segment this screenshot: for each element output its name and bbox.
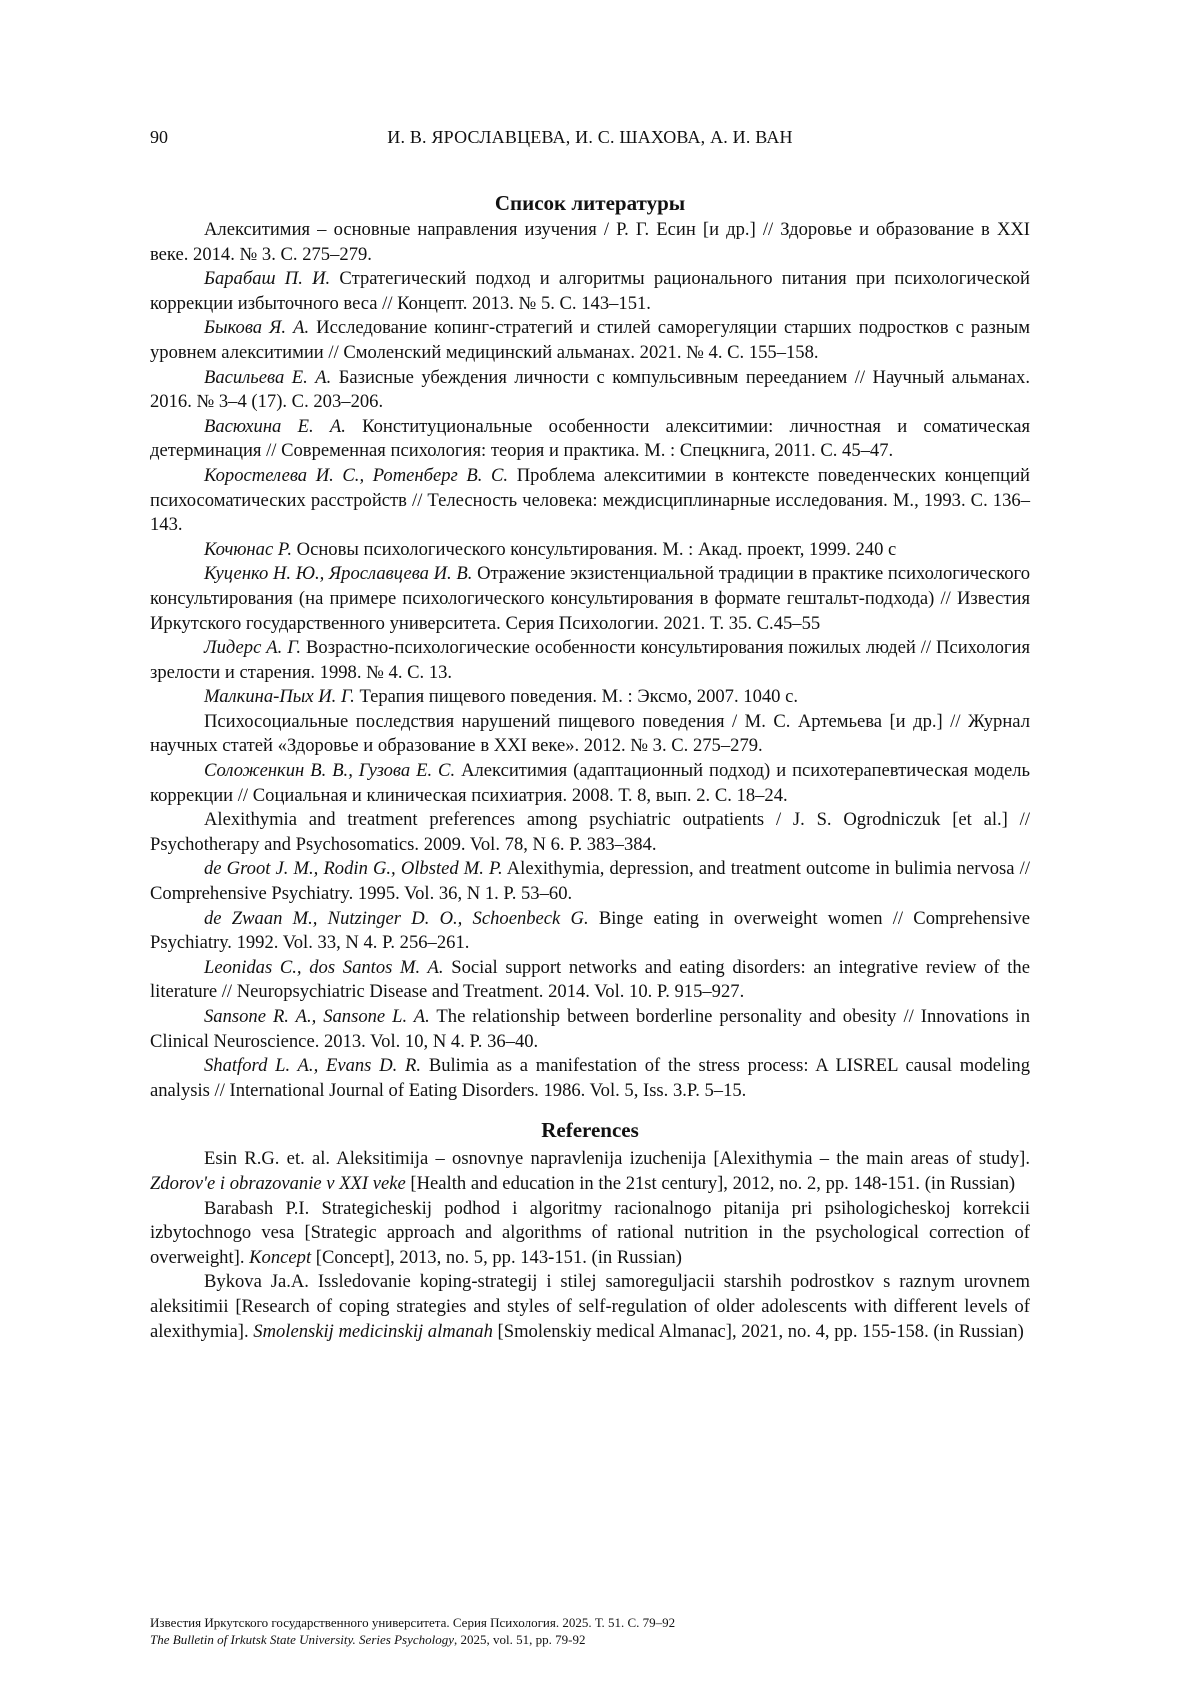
- running-header: [150, 124, 1030, 150]
- reference-journal: Koncept: [249, 1246, 312, 1268]
- entry-text: Алекситимия (адаптационный подход) и психотерапевтическая модель коррекции // Социальная и клиническая психиатрия. 2008. Т. 8, вып. 2. С. 18–24.: [150, 760, 1030, 806]
- entry-authors: Коростелева И. С., Ротенберг В. С.: [204, 464, 509, 486]
- reference-post: [Health and education in the 21st century], 2012, no. 2, pp. 148-151. (in Russian): [405, 1172, 1016, 1194]
- entry-authors: Малкина-Пых И. Г.: [204, 686, 355, 708]
- footer-line-ru: Известия Иркутского государственного университета. Серия Психология. 2025. Т. 51. С. 79–92: [150, 1615, 676, 1630]
- reference-post: [Concept], 2013, no. 5, pp. 143-151. (in Russian): [311, 1246, 682, 1268]
- literature-entry: [150, 636, 1030, 685]
- entry-text: Алекситимия – основные направления изучения / Р. Г. Есин [и др.] // Здоровье и образование в XXI веке. 2014. № 3. С. 275–279.: [150, 219, 1030, 265]
- literature-entry: [150, 808, 1030, 857]
- page-footer: [150, 1614, 1030, 1648]
- entry-text: The relationship between borderline personality and obesity // Innovations in Clinical Neuroscience. 2013. Vol. 10, N 4. P. 36–40.: [150, 1006, 1030, 1052]
- entry-text: Alexithymia, depression, and treatment outcome in bulimia nervosa // Comprehensive Psychiatry. 1995. Vol. 36, N 1. P. 53–60.: [150, 858, 1030, 905]
- entry-authors: Shatford L. A., Evans D. R.: [204, 1055, 422, 1077]
- literature-entry: [150, 366, 1030, 415]
- reference-entry: [150, 1147, 1030, 1196]
- entry-text: Проблема алекситимии в контексте поведенческих концепций психосоматических расстройств // Телесность человека: междисциплинарные исследования. М., 1993. С. 136–143.: [150, 464, 1031, 536]
- literature-entry: [150, 538, 1030, 563]
- reference-journal: Smolenskij medicinskij almanah: [253, 1320, 493, 1342]
- literature-entry: [150, 415, 1030, 464]
- reference-pre: Esin R.G. et. al. Aleksitimija – osnovnye napravlenija izuchenija [Alexithymia – the main areas of study].: [204, 1148, 1030, 1170]
- footer-volume-en: , 2025, vol. 51, pp. 79-92: [454, 1632, 586, 1647]
- entry-text: Исследование копинг-стратегий и стилей саморегуляции старших подростков с разным уровнем алекситимии // Смоленский медицинский альманах. 2021. № 4. С. 155–158.: [150, 317, 1031, 363]
- literature-entry: [150, 316, 1030, 365]
- entry-text: Терапия пищевого поведения. М. : Эксмо, 2007. 1040 с.: [354, 686, 799, 708]
- literature-entry: [150, 857, 1030, 906]
- entry-authors: de Zwaan M., Nutzinger D. O., Schoenbeck G.: [204, 907, 589, 929]
- entry-authors: Кочюнас Р.: [204, 538, 293, 560]
- literature-entry: [150, 218, 1030, 267]
- header-authors: И. В. ЯРОСЛАВЦЕВА, И. С. ШАХОВА, А. И. ВАН: [387, 127, 793, 147]
- literature-entry: [150, 1054, 1030, 1103]
- literature-entry: [150, 759, 1030, 808]
- entry-authors: Васильева Е. А.: [204, 366, 332, 388]
- entry-authors: Соложенкин В. В., Гузова Е. С.: [204, 760, 456, 782]
- literature-entry: [150, 562, 1030, 636]
- footer-journal-en: The Bulletin of Irkutsk State University. Series Psychology: [150, 1632, 454, 1647]
- literature-heading: Список литературы: [494, 191, 686, 215]
- entry-text: Bulimia as a manifestation of the stress process: A LISREL causal modeling analysis // International Journal of Eating Disorders. 1986. Vol. 5, Iss. 3.P. 5–15.: [150, 1055, 1030, 1101]
- literature-entry: [150, 1005, 1030, 1054]
- reference-entry: [150, 1270, 1030, 1344]
- footer-line-en: [150, 1631, 1030, 1648]
- entry-authors: Leonidas C., dos Santos M. A.: [204, 956, 444, 978]
- entry-text: Основы психологического консультирования. М. : Акад. проект, 1999. 240 с: [292, 538, 897, 560]
- entry-text: Конституциональные особенности алекситимии: личностная и соматическая детерминация // Современная психология: теория и практика. М. : Спецкнига, 2011. С. 45–47.: [150, 415, 1030, 462]
- literature-entry: [150, 685, 1030, 710]
- entry-text: Social support networks and eating disorders: an integrative review of the literature // Neuropsychiatric Disease and Treatment. 2014. Vol. 10. P. 915–927.: [150, 956, 1030, 1003]
- reference-journal: Zdorov'e i obrazovanie v XXI veke: [150, 1172, 406, 1194]
- reference-post: [Smolenskiy medical Almanac], 2021, no. 4, pp. 155-158. (in Russian): [492, 1320, 1024, 1342]
- article-body: [150, 190, 1030, 1344]
- literature-entry: [150, 956, 1030, 1005]
- entry-authors: Куценко Н. Ю., Ярославцева И. В.: [204, 563, 473, 585]
- entry-text: Стратегический подход и алгоритмы рационального питания при психологической коррекции избыточного веса // Концепт. 2013. № 5. С. 143–151.: [150, 268, 1030, 314]
- reference-pre: Barabash P.I. Strategicheskij podhod i algoritmy racionalnogo pitanija pri psihologicheskoj korrekcii izbytochnogo vesa [Strategic approach and algorithms of rational nutrition in the psychological correction of overweight].: [150, 1197, 1030, 1268]
- entry-authors: Быкова Я. А.: [204, 317, 310, 339]
- entry-authors: Sansone R. A., Sansone L. A.: [204, 1006, 430, 1027]
- entry-text: Возрастно-психологические особенности консультирования пожилых людей // Психология зрелости и старения. 1998. № 4. С. 13.: [150, 637, 1030, 683]
- literature-entry: [150, 710, 1030, 759]
- entry-authors: de Groot J. M., Rodin G., Olbsted M. P.: [204, 858, 503, 880]
- literature-entry: [150, 464, 1030, 538]
- references-heading: References: [541, 1118, 639, 1143]
- entry-text: Базисные убеждения личности с компульсивным перееданием // Научный альманах. 2016. № 3–4 (17). С. 203–206.: [150, 366, 1030, 413]
- reference-pre: Bykova Ja.A. Issledovanie koping-strategij i stilej samoreguljacii starshih podrostkov s raznym urovnem aleksitimii [Research of coping strategies and styles of self-regulation of older adolescents with different levels of alexithymia].: [150, 1271, 1030, 1342]
- entry-text: Отражение экзистенциальной традиции в практике психологического консультирования (на примере психологического консультирования в формате гештальт-подхода) // Известия Иркутского государственного университета. Серия Психологии. 2021. Т. 35. С.45–55: [150, 563, 1030, 634]
- entry-authors: Лидерс А. Г.: [204, 637, 302, 659]
- entry-authors: Барабаш П. И.: [204, 268, 331, 290]
- literature-entry: [150, 907, 1030, 956]
- literature-list: [150, 218, 1030, 1103]
- page-number: 90: [150, 127, 168, 147]
- reference-entry: [150, 1197, 1030, 1271]
- entry-text: Alexithymia and treatment preferences among psychiatric outpatients / J. S. Ogrodniczuk [et al.] // Psychotherapy and Psychosomatics. 2009. Vol. 78, N 6. P. 383–384.: [150, 809, 1030, 855]
- literature-entry: [150, 267, 1030, 316]
- entry-text: Binge eating in overweight women // Comprehensive Psychiatry. 1992. Vol. 33, N 4. P. 256–261.: [150, 907, 1030, 954]
- entry-authors: Васюхина Е. А.: [204, 415, 346, 437]
- references-list: [150, 1147, 1030, 1344]
- entry-text: Психосоциальные последствия нарушений пищевого поведения / М. С. Артемьева [и др.] // Журнал научных статей «Здоровье и образование в XXI веке». 2012. № 3. С. 275–279.: [150, 710, 1030, 757]
